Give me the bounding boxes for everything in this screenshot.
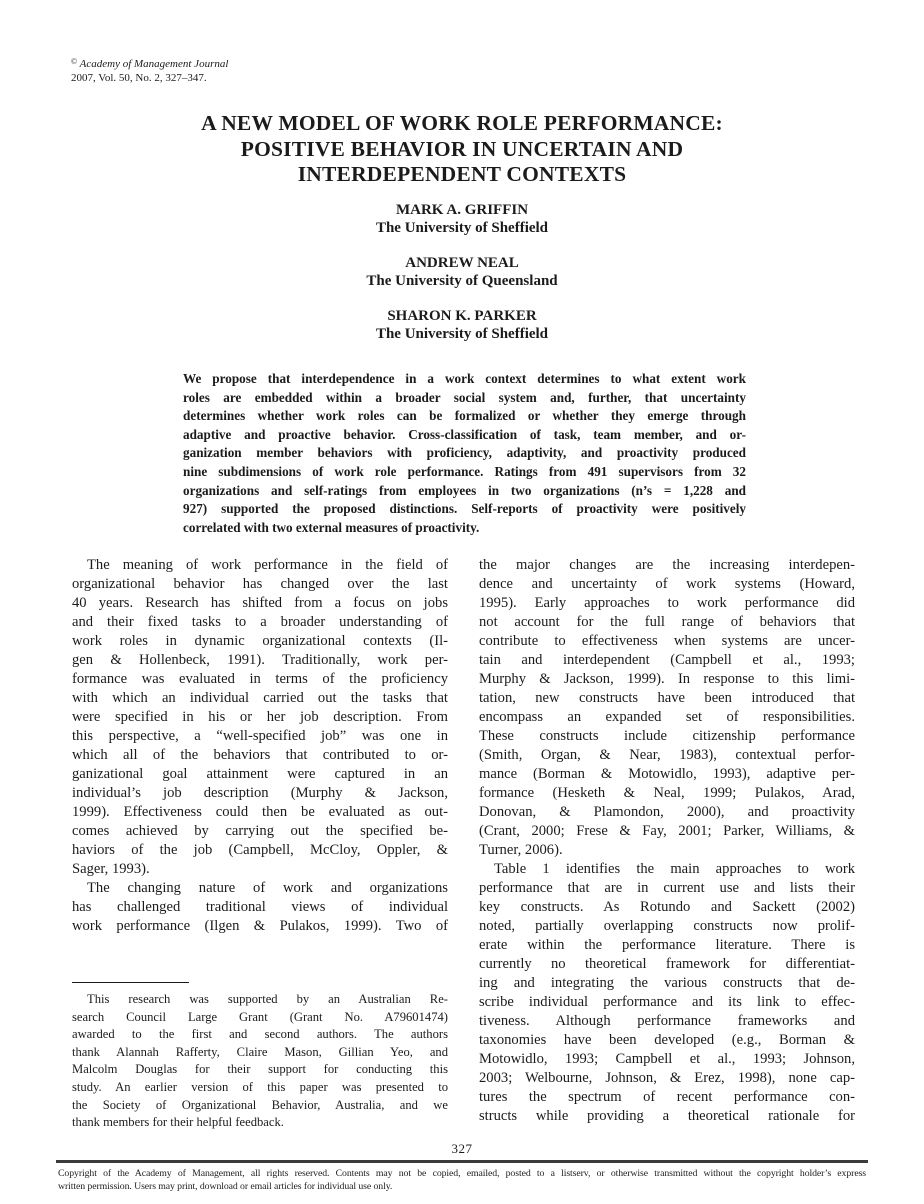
author-affiliation: The University of Queensland <box>366 272 558 289</box>
journal-credit <box>71 55 228 85</box>
title-line-2: POSITIVE BEHAVIOR IN UNCERTAIN AND <box>240 136 684 161</box>
footnote <box>72 982 448 1132</box>
author-name: ANDREW NEAL <box>405 255 519 271</box>
paragraph: The meaning of work performance in the field of organizational behavior has changed over the last 40 years. Research has shifted from a focus on jobs and their fixed tasks to a broader understanding of work roles in dynamic organizational contexts (Il- gen & Hollenbeck, 1991). Traditionally, work per- formance was evaluated in terms of the proficiency with which an individual carried out the tasks that were specified in his or her job description. From this perspective, a “well-specified job” was one in which all of the behaviors that contributed to or- ganizational goal attainment were captured in an individual’s job description (Murphy & Jackson, 1999). Effectiveness could then be evaluated as out- comes achieved by carrying out the specified be- haviors of the job (Campbell, McCloy, Oppler, & Sager, 1993). <box>72 557 448 877</box>
copyright-symbol: © <box>71 57 78 66</box>
author-name: SHARON K. PARKER <box>387 308 537 324</box>
footnote-text: This research was supported by an Australian Re- search Council Large Grant (Grant No. A79601474) awarded to the first and second authors. The authors thank Alannah Rafferty, Claire Mason, Gillian Yeo, and Malcolm Douglas for their support for conducting this study. An earlier version of this paper was presented to the Society of Organizational Behavior, Australia, and we thank members for their helpful feedback. <box>72 992 448 1130</box>
paper-title <box>0 111 924 188</box>
page-number: 327 <box>451 1141 473 1156</box>
footer-rule <box>56 1160 868 1163</box>
paragraph: The changing nature of work and organizations has challenged traditional views of individual work performance (Ilgen & Pulakos, 1999). Two of <box>72 880 448 934</box>
journal-name-line <box>71 55 228 72</box>
author-block <box>0 202 924 361</box>
author-group-1 <box>0 202 924 237</box>
footnote-rule <box>72 982 189 983</box>
title-line-1: A NEW MODEL OF WORK ROLE PERFORMANCE: <box>201 111 723 135</box>
paragraph: the major changes are the increasing interdepen- dence and uncertainty of work systems (Howard, 1995). Early approaches to work performance did not account for the full range of behaviors that contribute to effectiveness when systems are uncer- tain and interdependent (Campbell et al., 1993; Murphy & Jackson, 1999). In response to this limi- tation, new constructs have been introduced that encompass an expanded set of responsibilities. These constructs include citizenship performance (Smith, Organ, & Near, 1983), contextual perfor- mance (Borman & Motowidlo, 1993), adaptive per- formance (Hesketh & Neal, 1999; Pulakos, Arad, Donovan, & Plamondon, 2000), and proactivity (Crant, 2000; Frese & Fay, 2001; Parker, Williams, & Turner, 2006). <box>479 557 855 858</box>
body-column-right <box>479 556 855 1126</box>
author-group-2 <box>0 255 924 290</box>
copyright-notice: Copyright of the Academy of Management, all rights reserved. Contents may not be copied, emailed, posted to a listserv, or otherwise transmitted without the copyright holder’s express written permission. Users may print, download or email articles for individual use only. <box>58 1168 866 1193</box>
author-name: MARK A. GRIFFIN <box>395 202 529 218</box>
body-column-left <box>72 556 448 936</box>
author-group-3 <box>0 308 924 343</box>
author-affiliation: The University of Sheffield <box>375 325 549 342</box>
journal-name: Academy of Management Journal <box>79 58 229 70</box>
journal-issue-line: 2007, Vol. 50, No. 2, 327–347. <box>71 71 207 84</box>
paragraph: Table 1 identifies the main approaches to work performance that are in current use and lists their key constructs. As Rotundo and Sackett (2002) noted, partially overlapping constructs now prolif- erate within the performance literature. There is currently no theoretical framework for differentiat- ing and integrating the various constructs that de- scribe individual performance and its link to effec- tiveness. Although performance frameworks and taxonomies have been developed (e.g., Borman & Motowidlo, 1993; Campbell et al., 1993; Johnson, 2003; Welbourne, Johnson, & Erez, 1998), none cap- tures the spectrum of recent performance con- structs while providing a theoretical rationale for <box>479 861 855 1124</box>
title-line-3: INTERDEPENDENT CONTEXTS <box>297 162 627 186</box>
abstract: We propose that interdependence in a work context determines to what extent work roles are embedded within a broader social system and, further, that uncertainty determines whether work roles can be formalized or whether they emerge through adaptive and proactive behavior. Cross-classification of task, team member, and or- ganization member behaviors with proficiency, adaptivity, and proactivity produced nine subdimensions of work role performance. Ratings from 491 supervisors from 32 organizations and self-ratings from employees in two organizations (n’s = 1,228 and 927) supported the proposed distinctions. Self-reports of proactivity were positively correlated with two external measures of proactivity. <box>183 371 746 535</box>
author-affiliation: The University of Sheffield <box>375 219 549 236</box>
